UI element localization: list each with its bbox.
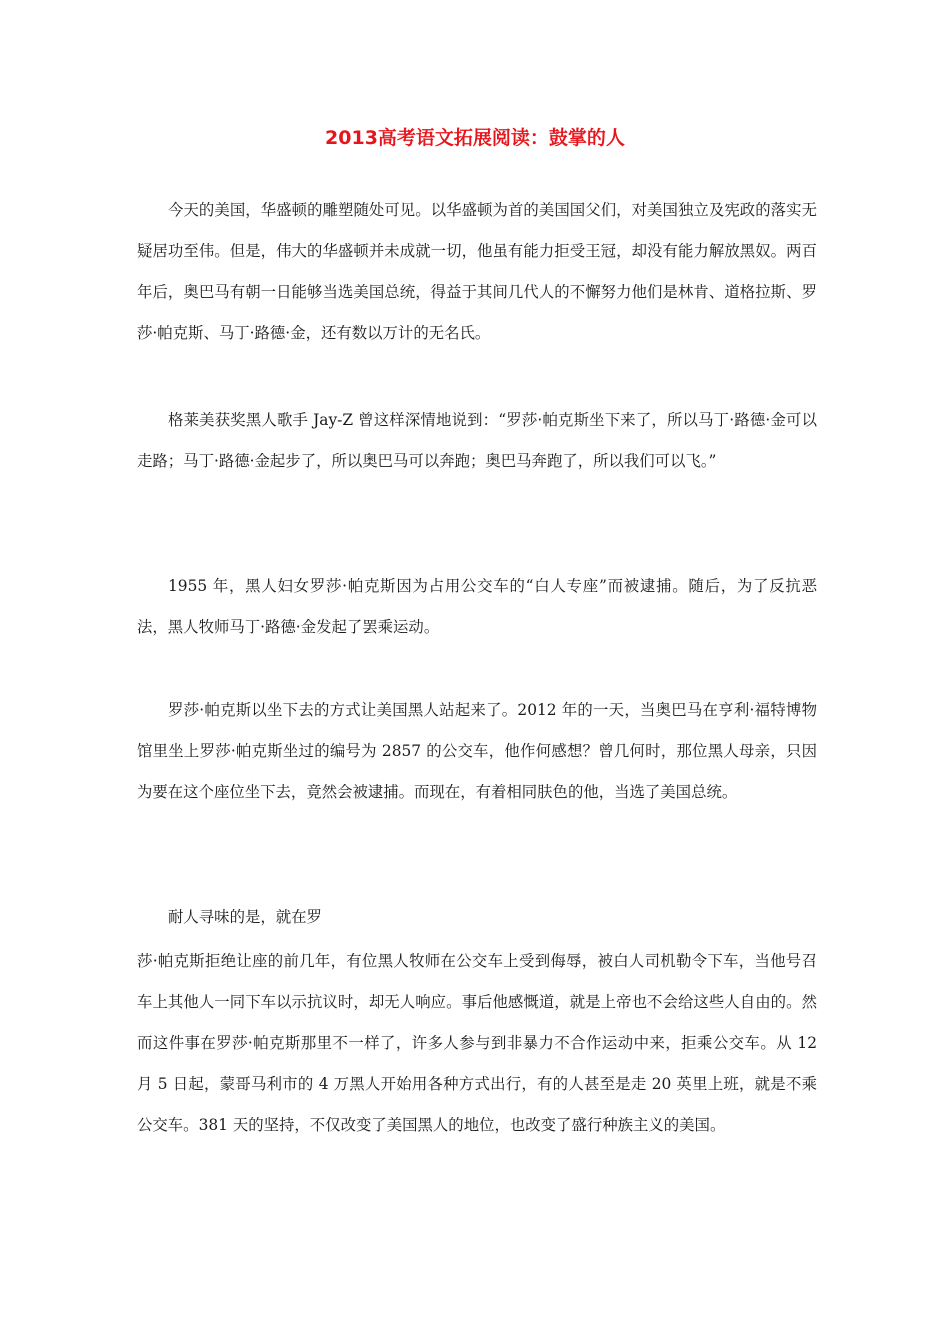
paragraph-jay-z-quote: 格莱美获奖黑人歌手 Jay-Z 曾这样深情地说到：“罗莎·帕克斯坐下来了，所以马丁·路德·金可以走路；马丁·路德·金起步了，所以奥巴马可以奔跑；奥巴马奔跑了，所以我们可以飞。”: [137, 411, 817, 470]
paragraph-2012: 罗莎·帕克斯以坐下去的方式让美国黑人站起来了。2012 年的一天，当奥巴马在亨利·福特博物馆里坐上罗莎·帕克斯坐过的编号为 2857 的公交车，他作何感想？曾几何时，那位黑人母亲，只因为要在这个座位坐下去，竟然会被逮捕。而现在，有着相同肤色的他，当选了美国总统。: [137, 701, 817, 801]
paragraph-last-body: 莎·帕克斯拒绝让座的前几年，有位黑人牧师在公交车上受到侮辱，被白人司机勒令下车，当他号召车上其他人一同下车以示抗议时，却无人响应。事后他感慨道，就是上帝也不会给这些人自由的。然而这件事在罗莎·帕克斯那里不一样了，许多人参与到非暴力不合作运动中来，拒乘公交车。从 12 月 5 日起，蒙哥马利市的 4 万黑人开始用各种方式出行，有的人甚至是走 20 英里上班，就是不乘公交车。381 天的坚持，不仅改变了美国黑人的地位，也改变了盛行种族主义的美国。: [137, 952, 817, 1134]
paragraph-washington: 今天的美国，华盛顿的雕塑随处可见。以华盛顿为首的美国国父们，对美国独立及宪政的落实无疑居功至伟。但是，伟大的华盛顿并未成就一切，他虽有能力拒受王冠，却没有能力解放黑奴。两百年后，奥巴马有朝一日能够当选美国总统，得益于其间几代人的不懈努力他们是林肯、道格拉斯、罗莎·帕克斯、马丁·路德·金，还有数以万计的无名氏。: [137, 201, 817, 342]
paragraph-last-first-line: 耐人寻味的是，就在罗: [168, 908, 322, 926]
paragraph-1955: 1955 年，黑人妇女罗莎·帕克斯因为占用公交车的“白人专座”而被逮捕。随后，为了反抗恶法，黑人牧师马丁·路德·金发起了罢乘运动。: [137, 577, 817, 636]
document-title: 2013高考语文拓展阅读：鼓掌的人: [325, 127, 625, 149]
